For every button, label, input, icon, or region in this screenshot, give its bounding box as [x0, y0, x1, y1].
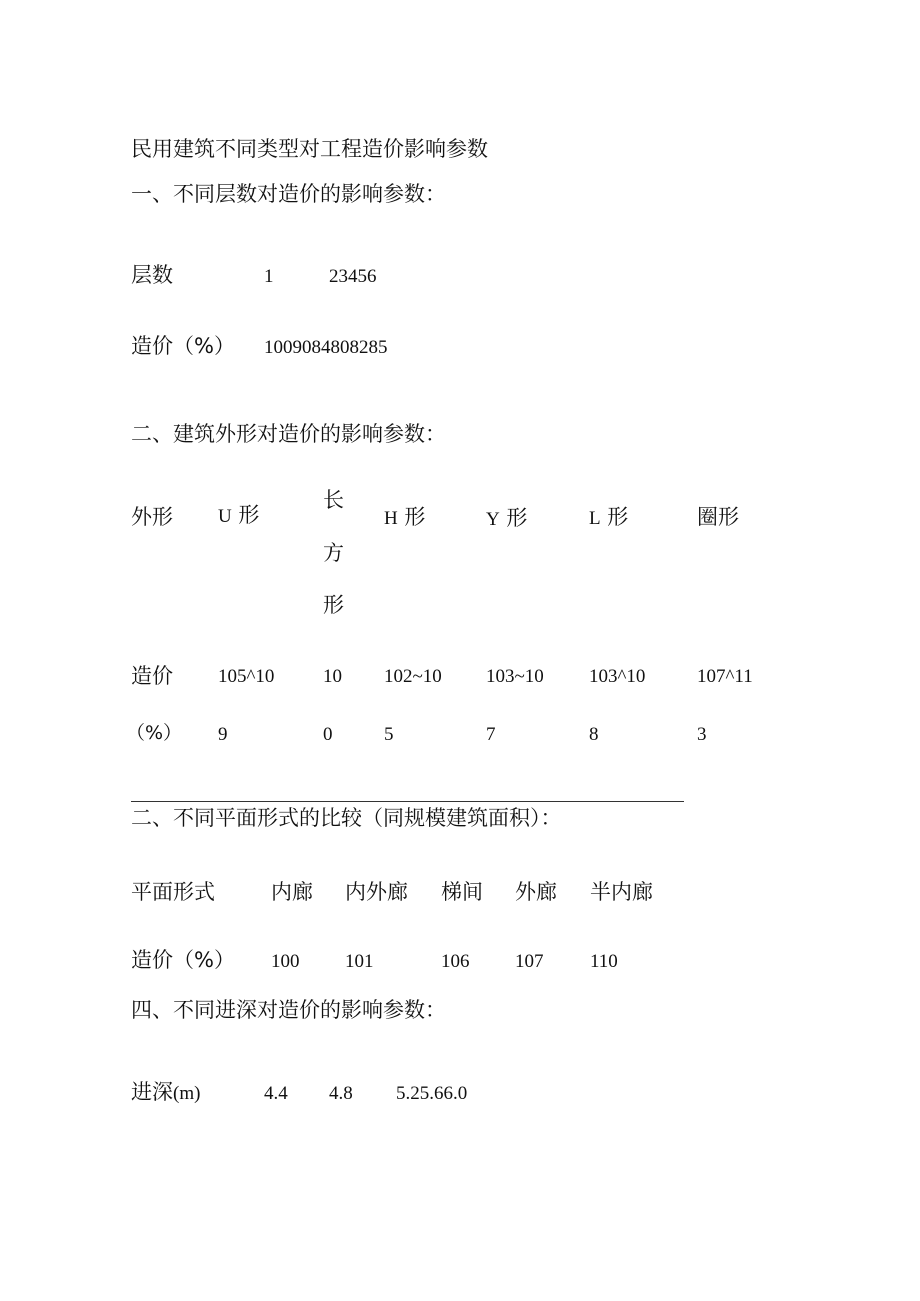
floors-value-2: 23456	[329, 266, 377, 287]
plan-cost-5: 110	[590, 951, 618, 972]
section-1-heading: 一、不同层数对造价的影响参数：	[131, 182, 446, 206]
plan-cost-2: 101	[345, 951, 374, 972]
plan-form-inner-corridor: 内廊	[271, 880, 313, 904]
section-3-heading: 二、不同平面形式的比较（同规模建筑面积）：	[131, 806, 562, 830]
shape-u: U 形	[218, 503, 260, 527]
shape-cost-bottom-rect: 0	[323, 724, 333, 745]
depth-label: 进深(m)	[131, 1080, 201, 1104]
shape-cost-bottom-ring: 3	[697, 724, 707, 745]
shape-cost-top-l: 103^10	[589, 666, 646, 687]
shape-y: Y 形	[486, 506, 528, 530]
depth-value-1: 4.4	[264, 1083, 288, 1104]
section-divider	[131, 801, 684, 802]
shape-cost-top-u: 105^10	[218, 666, 275, 687]
section-4-heading: 四、不同进深对造价的影响参数：	[131, 998, 446, 1022]
shape-label: 外形	[131, 505, 173, 529]
shape-ring: 圈形	[697, 505, 739, 529]
shape-cost-label: 造价	[131, 664, 173, 688]
plan-cost-4: 107	[515, 951, 544, 972]
plan-cost-label: 造价（%）	[131, 948, 235, 972]
shape-h: H 形	[384, 505, 426, 529]
plan-form-half-inner-corridor: 半内廊	[590, 880, 653, 904]
shape-rect-char-1: 长	[323, 488, 344, 512]
plan-form-outer-corridor: 外廊	[515, 880, 557, 904]
shape-cost-bottom-h: 5	[384, 724, 394, 745]
document-title: 民用建筑不同类型对工程造价影响参数	[131, 137, 488, 161]
floors-label: 层数	[131, 263, 173, 287]
shape-cost-top-y: 103~10	[486, 666, 544, 687]
plan-form-inner-outer-corridor: 内外廊	[345, 880, 408, 904]
plan-cost-1: 100	[271, 951, 300, 972]
plan-form-stairwell: 梯间	[441, 880, 483, 904]
plan-form-label: 平面形式	[131, 880, 215, 904]
shape-rect-char-3: 形	[323, 593, 344, 617]
depth-value-3: 5.25.66.0	[396, 1083, 468, 1104]
section-2-heading: 二、建筑外形对造价的影响参数：	[131, 422, 446, 446]
shape-rect-char-2: 方	[323, 541, 344, 565]
shape-cost-bottom-u: 9	[218, 724, 228, 745]
depth-value-2: 4.8	[329, 1083, 353, 1104]
shape-cost-top-h: 102~10	[384, 666, 442, 687]
shape-cost-bottom-y: 7	[486, 724, 496, 745]
shape-cost-top-ring: 107^11	[697, 666, 753, 687]
shape-percent-label: （%）	[126, 722, 183, 744]
cost-percent-label: 造价（%）	[131, 334, 235, 358]
cost-percent-values: 1009084808285	[264, 337, 388, 358]
shape-cost-top-rect: 10	[323, 666, 342, 687]
plan-cost-3: 106	[441, 951, 470, 972]
shape-cost-bottom-l: 8	[589, 724, 599, 745]
floors-value-1: 1	[264, 266, 274, 287]
shape-l: L 形	[589, 505, 629, 529]
